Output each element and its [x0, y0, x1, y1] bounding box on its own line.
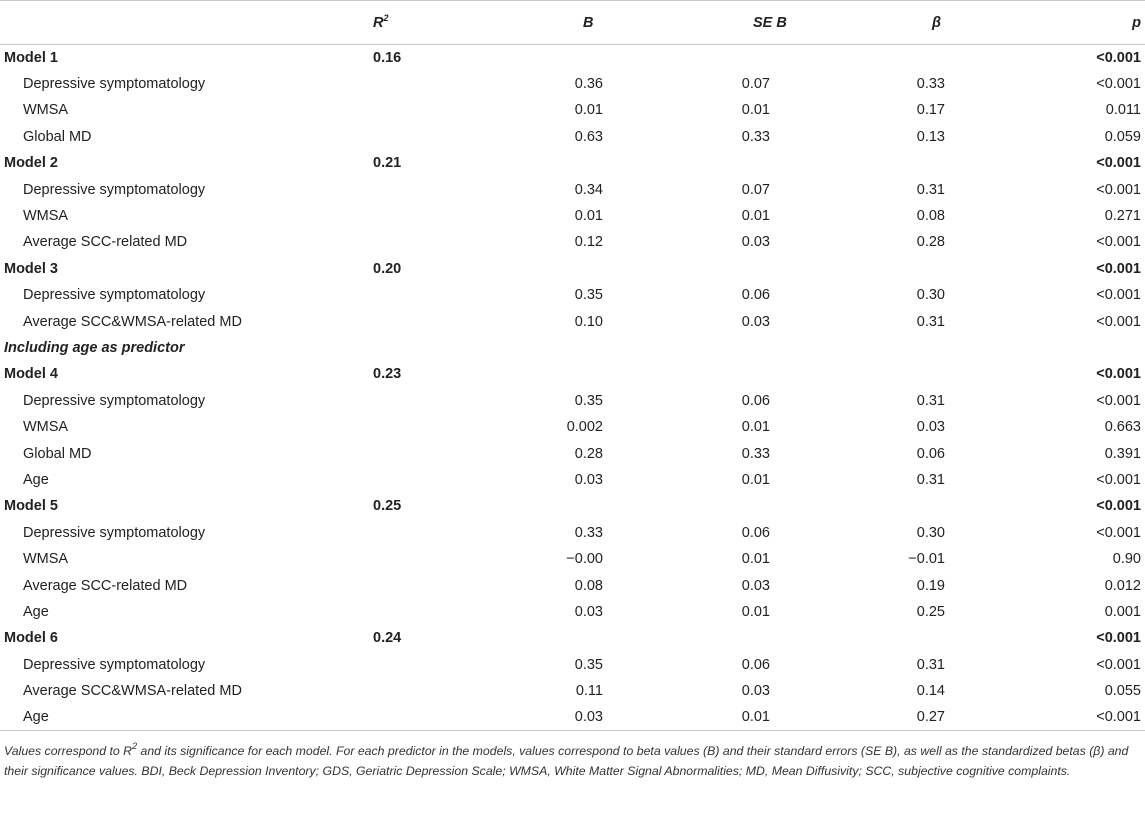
- header-r-squared-base: R: [373, 14, 384, 31]
- cell-r-squared: [345, 97, 455, 123]
- cell-se-b: [625, 256, 800, 282]
- cell-p: <0.001: [1096, 313, 1141, 330]
- cell-se-b: [625, 150, 800, 176]
- cell-beta: [800, 493, 975, 519]
- cell-se-b: 0.06: [741, 524, 770, 541]
- cell-b: [455, 361, 625, 387]
- cell-r-squared: [345, 229, 455, 255]
- cell-beta: 0.31: [916, 392, 945, 409]
- header-r-squared: [345, 1, 455, 45]
- cell-r-squared: [345, 308, 455, 334]
- cell-beta: 0.30: [916, 524, 945, 541]
- model-row: [0, 493, 1145, 519]
- predictor-row: [0, 651, 1145, 677]
- cell-b: 0.35: [574, 656, 603, 673]
- cell-b: [455, 493, 625, 519]
- cell-se-b: 0.07: [741, 76, 770, 93]
- cell-p: <0.001: [1096, 155, 1141, 172]
- cell-p: 0.271: [1104, 208, 1141, 225]
- predictor-row: [0, 308, 1145, 334]
- cell-p: 0.059: [1104, 128, 1141, 145]
- cell-beta: [800, 150, 975, 176]
- predictor-row: [0, 678, 1145, 704]
- cell-b: 0.63: [574, 128, 603, 145]
- cell-r-squared: [345, 335, 455, 361]
- cell-beta: 0.31: [916, 181, 945, 198]
- footnote-part2: and its significance for each model. For each predictor in the models, values correspond to beta values (B) and their standard errors (SE B), as well as the standardized betas (β) and their significance values. BDI, Beck Depression Inventory; GDS, Geriatric Depression Scale; WMSA, White Matter Signal Abnormalities; MD, Mean Diffusivity; SCC, subjective cognitive complaints.: [4, 744, 1129, 779]
- cell-p: 0.391: [1104, 445, 1141, 462]
- cell-p: <0.001: [1096, 392, 1141, 409]
- cell-b: 0.01: [574, 208, 603, 225]
- predictor-row: [0, 203, 1145, 229]
- predictor-row: [0, 414, 1145, 440]
- cell-predictor: Age: [23, 603, 49, 620]
- cell-predictor: WMSA: [23, 551, 69, 568]
- predictor-row: [0, 572, 1145, 598]
- cell-se-b: [625, 45, 800, 71]
- cell-r-squared: [345, 440, 455, 466]
- cell-r-squared: 0.25: [373, 498, 402, 515]
- cell-r-squared: [345, 414, 455, 440]
- cell-se-b: 0.01: [741, 471, 770, 488]
- cell-beta: 0.06: [916, 445, 945, 462]
- predictor-row: [0, 71, 1145, 97]
- header-b: B: [455, 1, 625, 45]
- cell-p: 0.663: [1104, 419, 1141, 436]
- cell-predictor: Age: [0, 704, 345, 730]
- cell-predictor: Model 6: [4, 630, 58, 647]
- cell-r-squared: 0.23: [373, 366, 402, 383]
- cell-beta: 0.13: [916, 128, 945, 145]
- footnote-sup: 2: [132, 741, 138, 752]
- cell-p: <0.001: [1096, 630, 1141, 647]
- cell-predictor: Model 5: [4, 498, 58, 515]
- cell-r-squared: [345, 467, 455, 493]
- cell-se-b: 0.01: [741, 603, 770, 620]
- cell-predictor: Global MD: [23, 445, 92, 462]
- cell-r-squared: [345, 388, 455, 414]
- cell-p: <0.001: [1096, 49, 1141, 66]
- cell-predictor: WMSA: [23, 102, 69, 119]
- cell-p: <0.001: [1096, 498, 1141, 515]
- model-row: [0, 361, 1145, 387]
- cell-se-b: [625, 335, 800, 361]
- cell-b: [455, 335, 625, 361]
- predictor-row: [0, 599, 1145, 625]
- cell-predictor: Model 2: [4, 155, 58, 172]
- predictor-row: [0, 467, 1145, 493]
- cell-r-squared: [345, 71, 455, 97]
- cell-p: 0.001: [1104, 603, 1141, 620]
- table-header: [0, 1, 1145, 45]
- cell-b: −0.00: [566, 551, 603, 568]
- header-beta: β: [800, 1, 975, 45]
- cell-beta: 0.31: [916, 656, 945, 673]
- cell-se-b: 0.03: [741, 577, 770, 594]
- cell-se-b: 0.01: [741, 551, 770, 568]
- cell-se-b: 0.03: [741, 234, 770, 251]
- cell-p: <0.001: [1096, 260, 1141, 277]
- cell-se-b: 0.06: [741, 656, 770, 673]
- cell-b: 0.03: [574, 603, 603, 620]
- cell-p: <0.001: [1096, 524, 1141, 541]
- predictor-row: [0, 388, 1145, 414]
- cell-beta: 0.03: [916, 419, 945, 436]
- cell-se-b: 0.33: [741, 445, 770, 462]
- cell-r-squared: [345, 124, 455, 150]
- cell-p: 0.90: [1112, 551, 1141, 568]
- cell-beta: [800, 361, 975, 387]
- cell-predictor: Depressive symptomatology: [23, 76, 206, 93]
- cell-predictor: Model 3: [4, 260, 58, 277]
- cell-beta: 0.14: [916, 683, 945, 700]
- cell-beta: 0.33: [916, 76, 945, 93]
- section-row: [0, 335, 1145, 361]
- cell-predictor: WMSA: [23, 419, 69, 436]
- table-body: [0, 45, 1145, 731]
- cell-beta: 0.08: [916, 208, 945, 225]
- cell-beta: [800, 256, 975, 282]
- cell-se-b: [625, 361, 800, 387]
- cell-b: 0.10: [574, 313, 603, 330]
- predictor-row: [0, 176, 1145, 202]
- cell-r-squared: 0.21: [373, 155, 402, 172]
- cell-predictor: Depressive symptomatology: [23, 524, 206, 541]
- cell-b: 0.002: [566, 419, 603, 436]
- predictor-row: [0, 520, 1145, 546]
- cell-b: 0.36: [574, 76, 603, 93]
- cell-predictor: Model 4: [4, 366, 58, 383]
- cell-beta: 0.28: [916, 234, 945, 251]
- cell-b: [455, 256, 625, 282]
- cell-se-b: [625, 625, 800, 651]
- cell-b: 0.03: [455, 704, 625, 730]
- cell-predictor: Average SCC&WMSA-related MD: [23, 683, 242, 700]
- cell-se-b: 0.01: [741, 419, 770, 436]
- cell-b: 0.11: [575, 683, 603, 700]
- predictor-row: [0, 229, 1145, 255]
- cell-b: 0.12: [574, 234, 603, 251]
- cell-r-squared: [345, 651, 455, 677]
- cell-p: <0.001: [975, 704, 1145, 730]
- cell-predictor: Age: [23, 471, 49, 488]
- cell-predictor: Including age as predictor: [4, 339, 185, 356]
- cell-b: 0.34: [574, 181, 603, 198]
- cell-b: [455, 150, 625, 176]
- cell-b: 0.35: [574, 392, 603, 409]
- cell-r-squared: 0.16: [373, 49, 402, 66]
- cell-r-squared: [345, 176, 455, 202]
- cell-p: <0.001: [1096, 366, 1141, 383]
- model-row: [0, 256, 1145, 282]
- cell-beta: −0.01: [908, 551, 945, 568]
- cell-beta: 0.31: [916, 313, 945, 330]
- cell-se-b: 0.06: [741, 287, 770, 304]
- cell-p: 0.011: [1105, 102, 1141, 119]
- predictor-row: [0, 546, 1145, 572]
- cell-predictor: Depressive symptomatology: [23, 392, 206, 409]
- cell-p: <0.001: [1096, 471, 1141, 488]
- cell-beta: [800, 625, 975, 651]
- cell-se-b: 0.01: [625, 704, 800, 730]
- cell-predictor: Model 1: [4, 49, 58, 66]
- table-footnote: [0, 731, 1145, 781]
- cell-beta: [800, 45, 975, 71]
- cell-predictor: Average SCC-related MD: [23, 577, 188, 594]
- cell-se-b: 0.06: [741, 392, 770, 409]
- cell-r-squared: [345, 520, 455, 546]
- predictor-row: [0, 704, 1145, 730]
- cell-b: 0.33: [574, 524, 603, 541]
- cell-se-b: [625, 493, 800, 519]
- cell-predictor: Average SCC-related MD: [23, 234, 188, 251]
- cell-r-squared: [345, 546, 455, 572]
- cell-se-b: 0.03: [741, 683, 770, 700]
- header-row: [0, 1, 1145, 45]
- cell-p: <0.001: [1096, 76, 1141, 93]
- header-predictor: [0, 1, 345, 45]
- cell-beta: 0.30: [916, 287, 945, 304]
- cell-b: 0.01: [574, 102, 603, 119]
- cell-predictor: Global MD: [23, 128, 92, 145]
- cell-p: <0.001: [1096, 234, 1141, 251]
- cell-b: 0.08: [574, 577, 603, 594]
- cell-b: 0.35: [574, 287, 603, 304]
- cell-beta: [800, 335, 975, 361]
- cell-p: <0.001: [1096, 287, 1141, 304]
- cell-b: [455, 625, 625, 651]
- cell-se-b: 0.07: [741, 181, 770, 198]
- header-se-b: SE B: [625, 1, 800, 45]
- predictor-row: [0, 440, 1145, 466]
- cell-r-squared: [345, 704, 455, 730]
- cell-r-squared: [345, 599, 455, 625]
- cell-r-squared: [345, 678, 455, 704]
- cell-predictor: Depressive symptomatology: [23, 287, 206, 304]
- predictor-row: [0, 97, 1145, 123]
- cell-p: 0.012: [1104, 577, 1141, 594]
- cell-r-squared: 0.20: [373, 260, 402, 277]
- model-row: [0, 150, 1145, 176]
- cell-b: [455, 45, 625, 71]
- cell-p: <0.001: [1096, 656, 1141, 673]
- predictor-row: [0, 124, 1145, 150]
- cell-r-squared: [345, 572, 455, 598]
- model-row: [0, 45, 1145, 71]
- cell-beta: 0.31: [916, 471, 945, 488]
- cell-predictor: WMSA: [23, 208, 69, 225]
- cell-se-b: 0.03: [741, 313, 770, 330]
- footnote-part1: Values correspond to R: [4, 744, 133, 759]
- cell-beta: 0.25: [916, 603, 945, 620]
- cell-b: 0.03: [574, 471, 603, 488]
- header-p: p: [975, 1, 1145, 45]
- cell-p: 0.055: [1104, 683, 1141, 700]
- cell-predictor: Depressive symptomatology: [23, 181, 206, 198]
- cell-beta: 0.19: [916, 577, 945, 594]
- cell-predictor: Depressive symptomatology: [23, 656, 206, 673]
- cell-beta: 0.27: [800, 704, 975, 730]
- predictor-row: [0, 282, 1145, 308]
- header-r-squared-sup: 2: [383, 12, 389, 23]
- model-row: [0, 625, 1145, 651]
- cell-r-squared: 0.24: [373, 630, 402, 647]
- cell-se-b: 0.01: [741, 102, 770, 119]
- cell-predictor: Average SCC&WMSA-related MD: [23, 313, 242, 330]
- cell-p: [975, 335, 1145, 361]
- cell-r-squared: [345, 203, 455, 229]
- cell-p: <0.001: [1096, 181, 1141, 198]
- cell-r-squared: [345, 282, 455, 308]
- cell-b: 0.28: [574, 445, 603, 462]
- cell-se-b: 0.01: [741, 208, 770, 225]
- cell-beta: 0.17: [916, 102, 945, 119]
- cell-se-b: 0.33: [741, 128, 770, 145]
